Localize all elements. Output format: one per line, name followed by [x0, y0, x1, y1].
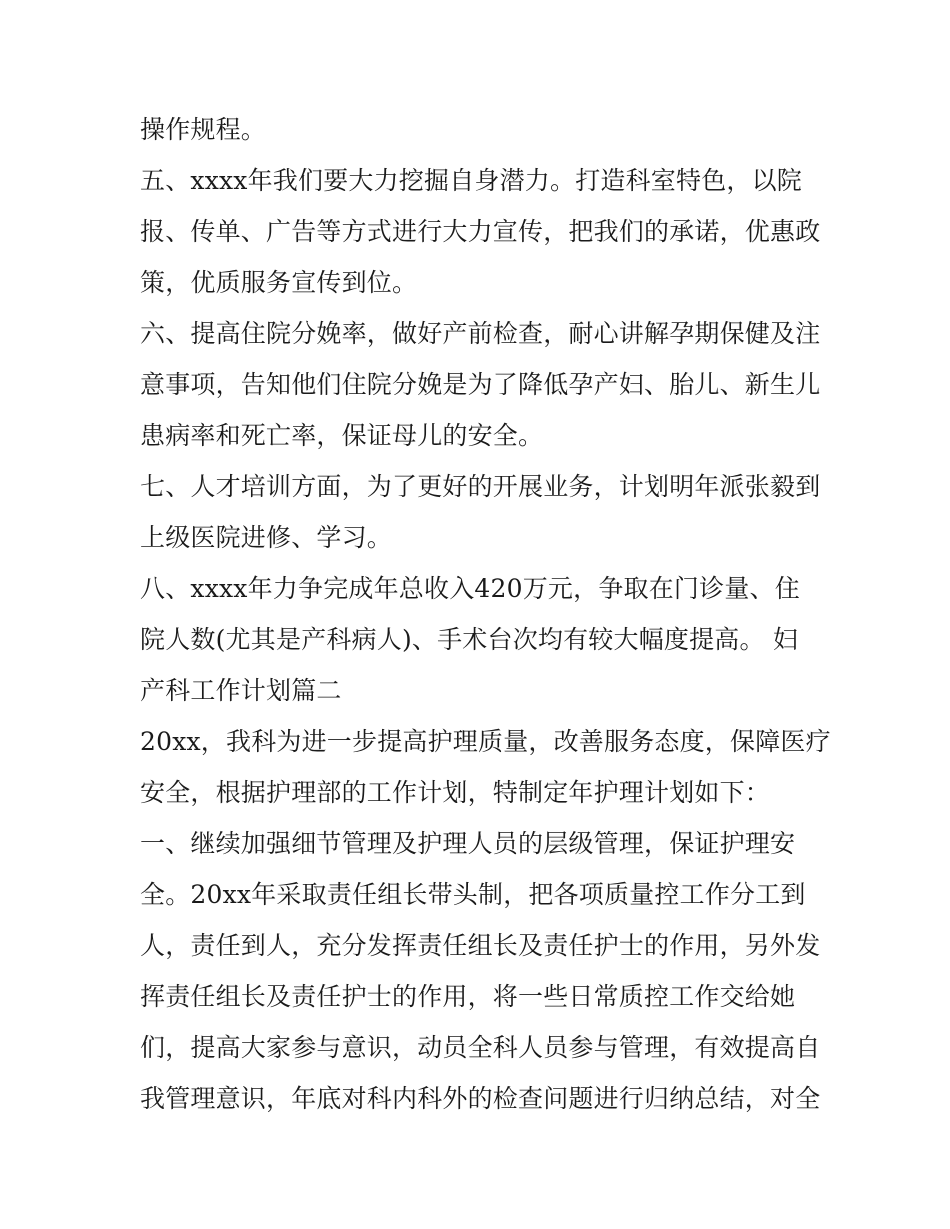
text-line: 人，责任到人，充分发挥责任组长及责任护士的作用，另外发: [140, 931, 821, 960]
text-line: 我管理意识，年底对科内科外的检查问题进行归纳总结，对全: [140, 1084, 821, 1113]
text-line: 们，提高大家参与意识，动员全科人员参与管理，有效提高自: [140, 1033, 821, 1062]
text-line: 意事项，告知他们住院分娩是为了降低孕产妇、胎儿、新生儿: [140, 370, 821, 399]
text-line: 报、传单、广告等方式进行大力宣传，把我们的承诺，优惠政: [140, 217, 821, 246]
text-line: 操作规程。: [140, 115, 267, 144]
text-line: 五、xxxx年我们要大力挖掘自身潜力。打造科室特色，以院: [140, 166, 802, 195]
text-line: 策，优质服务宣传到位。: [140, 268, 418, 297]
text-line: 全。20xx年采取责任组长带头制，把各项质量控工作分工到: [140, 880, 806, 909]
text-line: 六、提高住院分娩率，做好产前检查，耐心讲解孕期保健及注: [140, 319, 821, 348]
text-line: 院人数(尤其是产科病人)、手术台次均有较大幅度提高。 妇: [140, 625, 799, 654]
text-line: 挥责任组长及责任护士的作用，将一些日常质控工作交给她: [140, 982, 796, 1011]
section-heading-line: 产科工作计划篇二: [140, 676, 342, 705]
text-line: 七、人才培训方面，为了更好的开展业务，计划明年派张毅到: [140, 472, 821, 501]
text-line: 20xx，我科为进一步提高护理质量，改善服务态度，保障医疗: [140, 727, 831, 756]
text-line: 一、继续加强细节管理及护理人员的层级管理，保证护理安: [140, 829, 796, 858]
text-line: 患病率和死亡率，保证母儿的安全。: [140, 421, 544, 450]
text-line: 上级医院进修、学习。: [140, 523, 393, 552]
text-line: 安全，根据护理部的工作计划，特制定年护理计划如下：: [140, 778, 771, 807]
text-line: 八、xxxx年力争完成年总收入420万元，争取在门诊量、住: [140, 574, 800, 603]
document-body: [140, 104, 830, 1124]
